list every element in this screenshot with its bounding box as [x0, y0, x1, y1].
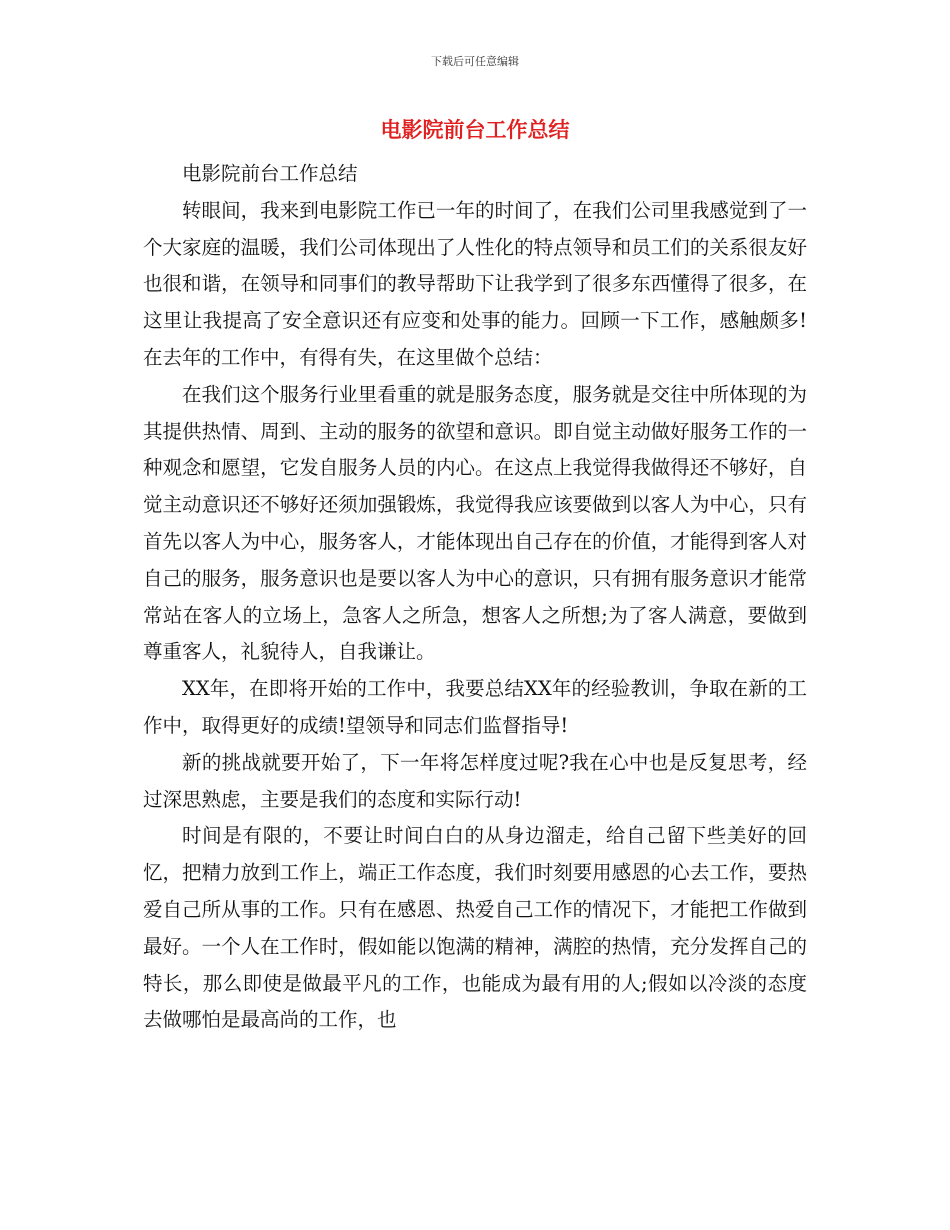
paragraph: 电影院前台工作总结: [182, 162, 358, 185]
paragraph: XX年，在即将开始的工作中，我要总结XX年的经验教训，争取在新的工作中，取得更好的成绩!望领导和同志们监督指导!: [143, 677, 807, 737]
paragraph: 在我们这个服务行业里看重的就是服务态度，服务就是交往中所体现的为其提供热情、周到、主动的服务的欲望和意识。即自觉主动做好服务工作的一种观念和愿望，它发自服务人员的内心。在这点上我觉得我做得还不够好，自觉主动意识还不够好还须加强锻炼，我觉得我应该要做到以客人为中心，只有首先以客人为中心，服务客人，才能体现出自己存在的价值，才能得到客人对自己的服务，服务意识也是要以客人为中心的意识，只有拥有服务意识才能常常站在客人的立场上，急客人之所急，想客人之所想;为了客人满意，要做到尊重客人，礼貌待人，自我谦让。: [143, 382, 807, 664]
paragraph: 新的挑战就要开始了，下一年将怎样度过呢?我在心中也是反复思考，经过深思熟虑，主要是我们的态度和实际行动!: [143, 750, 807, 811]
page-header-note: 下载后可任意编辑: [431, 55, 519, 68]
document-title: 电影院前台工作总结: [380, 118, 570, 142]
document-body: [143, 156, 807, 1039]
paragraph: 转眼间，我来到电影院工作已一年的时间了，在我们公司里我感觉到了一个大家庭的温暖，我们公司体现出了人性化的特点领导和员工们的关系很友好也很和谐，在领导和同事们的教导帮助下让我学到了很多东西懂得了很多，在这里让我提高了安全意识还有应变和处事的能力。回顾一下工作，感触颇多!在去年的工作中，有得有失，在这里做个总结：: [143, 198, 807, 369]
paragraph: 时间是有限的，不要让时间白白的从身边溜走，给自己留下些美好的回忆，把精力放到工作上，端正工作态度，我们时刻要用感恩的心去工作，要热爱自己所从事的工作。只有在感恩、热爱自己工作的情况下，才能把工作做到最好。一个人在工作时，假如能以饱满的精神，满腔的热情，充分发挥自己的特长，那么即使是做最平凡的工作，也能成为最有用的人;假如以冷淡的态度去做哪怕是最高尚的工作，也: [143, 824, 807, 1032]
